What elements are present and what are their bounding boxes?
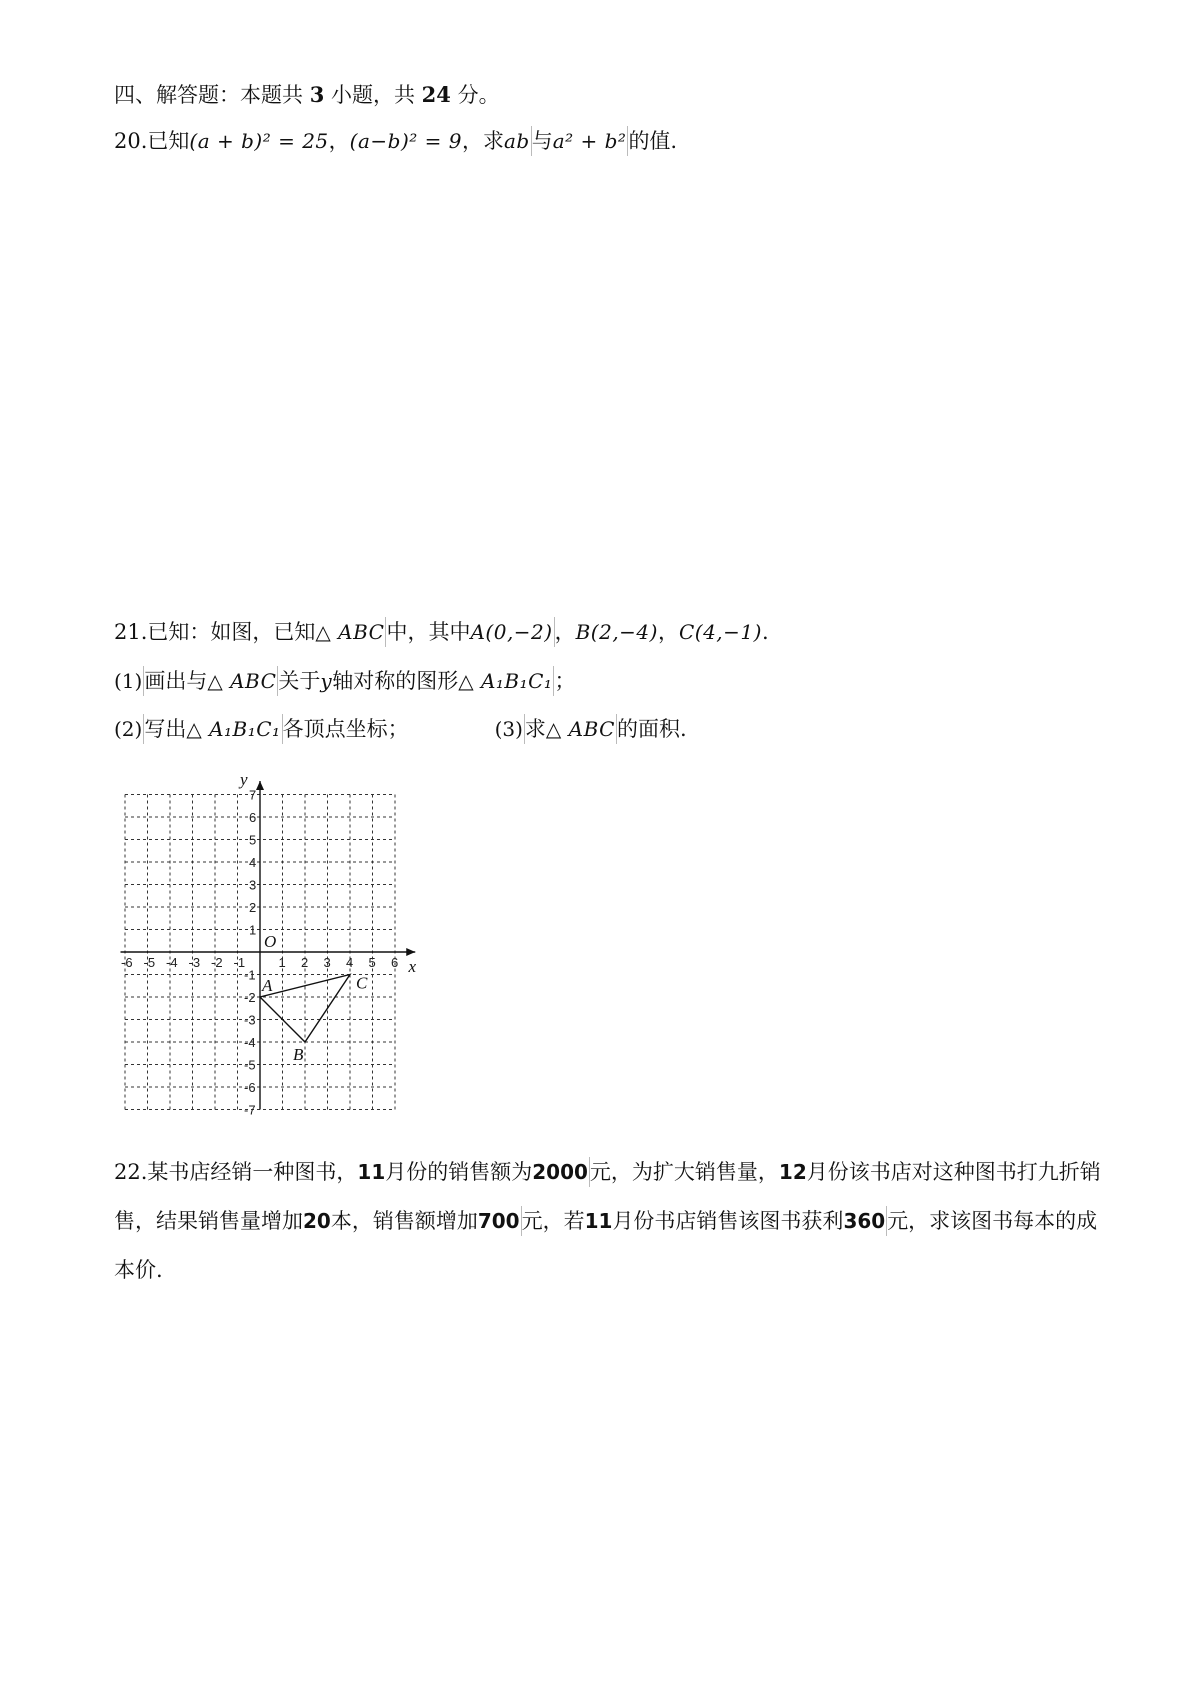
q21-s2-num: (2) [114,714,144,744]
q21-mid: 中，其中 [386,620,471,644]
q20-sep1: ， [328,129,350,153]
q21-s3-a: 求 [524,717,546,741]
q21-s1-c: 轴对称的图形 [332,669,459,693]
x-tick-label: 3 [323,955,331,970]
x-tick-label: -2 [211,955,223,970]
y-tick-label: -7 [244,1102,256,1115]
q20-expr3: ab [504,126,532,156]
x-tick-label: -1 [233,955,246,970]
q21-s2-tri: △ A₁B₁C₁ [186,714,282,744]
origin-label: O [264,932,277,951]
q20-mid: ，求 [461,129,504,153]
vertex-label-b: B [293,1045,304,1064]
q21-s3-b: 的面积. [616,717,687,741]
x-axis-label: x [408,957,417,976]
question-22-line-3 [114,1255,163,1285]
x-tick-label: -4 [166,955,178,970]
y-tick-label: -1 [244,967,256,983]
y-tick-label: 2 [249,900,257,915]
q21-s1-b: 关于 [278,669,321,693]
q22-t5: 售，结果销售量增加 [114,1209,303,1233]
q22-n5: 700 [478,1206,522,1236]
q20-expr1: (a + b)² = 25 [189,129,329,153]
y-tick-label: -2 [244,990,256,1005]
q22-n6: 11 [584,1209,613,1233]
q22-t7: 元，若 [521,1209,585,1233]
q21-point-a: A(0,−2) [470,617,554,647]
x-tick-label: -6 [121,955,133,970]
section-suffix: 分。 [450,83,500,107]
section-count: 3 [309,82,325,107]
q21-point-b: B(2,−4) [575,620,658,644]
y-tick-label: 3 [249,877,257,893]
q22-n1: 11 [357,1160,386,1184]
x-tick-label: -5 [143,955,156,970]
section-header [114,80,500,110]
q20-tail: 的值. [628,129,678,153]
q22-t10: 本价. [114,1258,163,1282]
question-22-line-1 [114,1157,1101,1187]
q22-t6: 本，销售额增加 [330,1209,478,1233]
section-score: 24 [421,82,451,107]
q20-and: 与 [531,129,553,153]
y-tick-label: -6 [244,1080,256,1095]
q20-expr2: (a−b)² = 9 [349,129,462,153]
y-tick-label: -4 [244,1035,256,1050]
q21-s2-b: 各顶点坐标； [282,717,409,741]
coordinate-grid-figure [110,745,430,1115]
q22-n4: 20 [303,1209,331,1233]
q21-number: 21. [114,620,148,644]
q22-t3: 元，为扩大销售量， [589,1160,779,1184]
q21-s3-num: (3) [495,714,525,744]
q20-lead: 已知 [147,129,190,153]
y-tick-label: 1 [249,922,257,938]
triangle-outline [260,975,350,1043]
question-21 [114,617,769,647]
q22-t2: 月份的销售额为 [385,1160,533,1184]
q22-t8: 月份书店销售该图书获利 [612,1209,844,1233]
q21-subquestion-2-3 [114,714,687,744]
question-20 [114,126,677,156]
x-tick-label: 6 [391,955,399,970]
q20-number: 20. [114,129,148,153]
y-axis-arrow-icon [256,781,264,790]
q22-n3: 12 [778,1160,807,1184]
vertex-label-c: C [356,973,368,993]
q21-s1-y: y [320,669,333,693]
x-tick-label: 2 [301,955,309,970]
q21-tri: △ ABC [315,617,386,647]
q21-subquestion-1 [114,666,575,696]
x-axis-arrow-icon [406,948,415,956]
q21-s1-tri2: △ A₁B₁C₁ [458,666,554,696]
q21-s3-tri: △ ABC [546,714,617,744]
q21-s1-a: 画出与 [144,669,208,693]
q21-end: . [761,620,769,644]
y-tick-label: 5 [249,832,257,848]
triangle-abc [260,974,368,1065]
q22-number: 22. [114,1160,148,1184]
x-tick-label: 4 [346,955,354,970]
q22-t4: 月份该书店对这种图书打九折销 [806,1160,1101,1184]
y-axis-label: y [240,770,248,789]
x-tick-label: 5 [368,955,376,970]
q21-s2-a: 写出 [144,717,187,741]
q21-s1-num: (1) [114,666,144,696]
question-22-line-2 [114,1206,1097,1236]
q22-n7: 360 [843,1206,887,1236]
y-tick-label: 7 [249,787,257,803]
section-mid: 小题，共 [324,83,422,107]
q20-expr4: a² + b² [553,126,629,156]
q22-t9: 元，求该图书每本的成 [887,1209,1098,1233]
vertex-label-a: A [262,976,273,995]
section-prefix: 四、解答题：本题共 [114,83,310,107]
q21-lead: 已知：如图，已知 [147,620,316,644]
y-tick-label: -5 [244,1057,256,1073]
q21-c1: ， [554,620,576,644]
q22-n2: 2000 [532,1157,590,1187]
q22-t1: 某书店经销一种图书， [147,1160,358,1184]
q21-s1-tri: △ ABC [207,666,278,696]
q21-point-c: C(4,−1) [678,620,762,644]
y-tick-label: 4 [249,855,257,870]
x-tick-label: -3 [188,955,201,970]
y-tick-label: -3 [244,1012,256,1028]
x-tick-label: 1 [278,955,286,970]
y-tick-label: 6 [249,810,257,825]
q21-s1-end: ； [554,669,576,693]
q21-c2: ， [657,620,679,644]
